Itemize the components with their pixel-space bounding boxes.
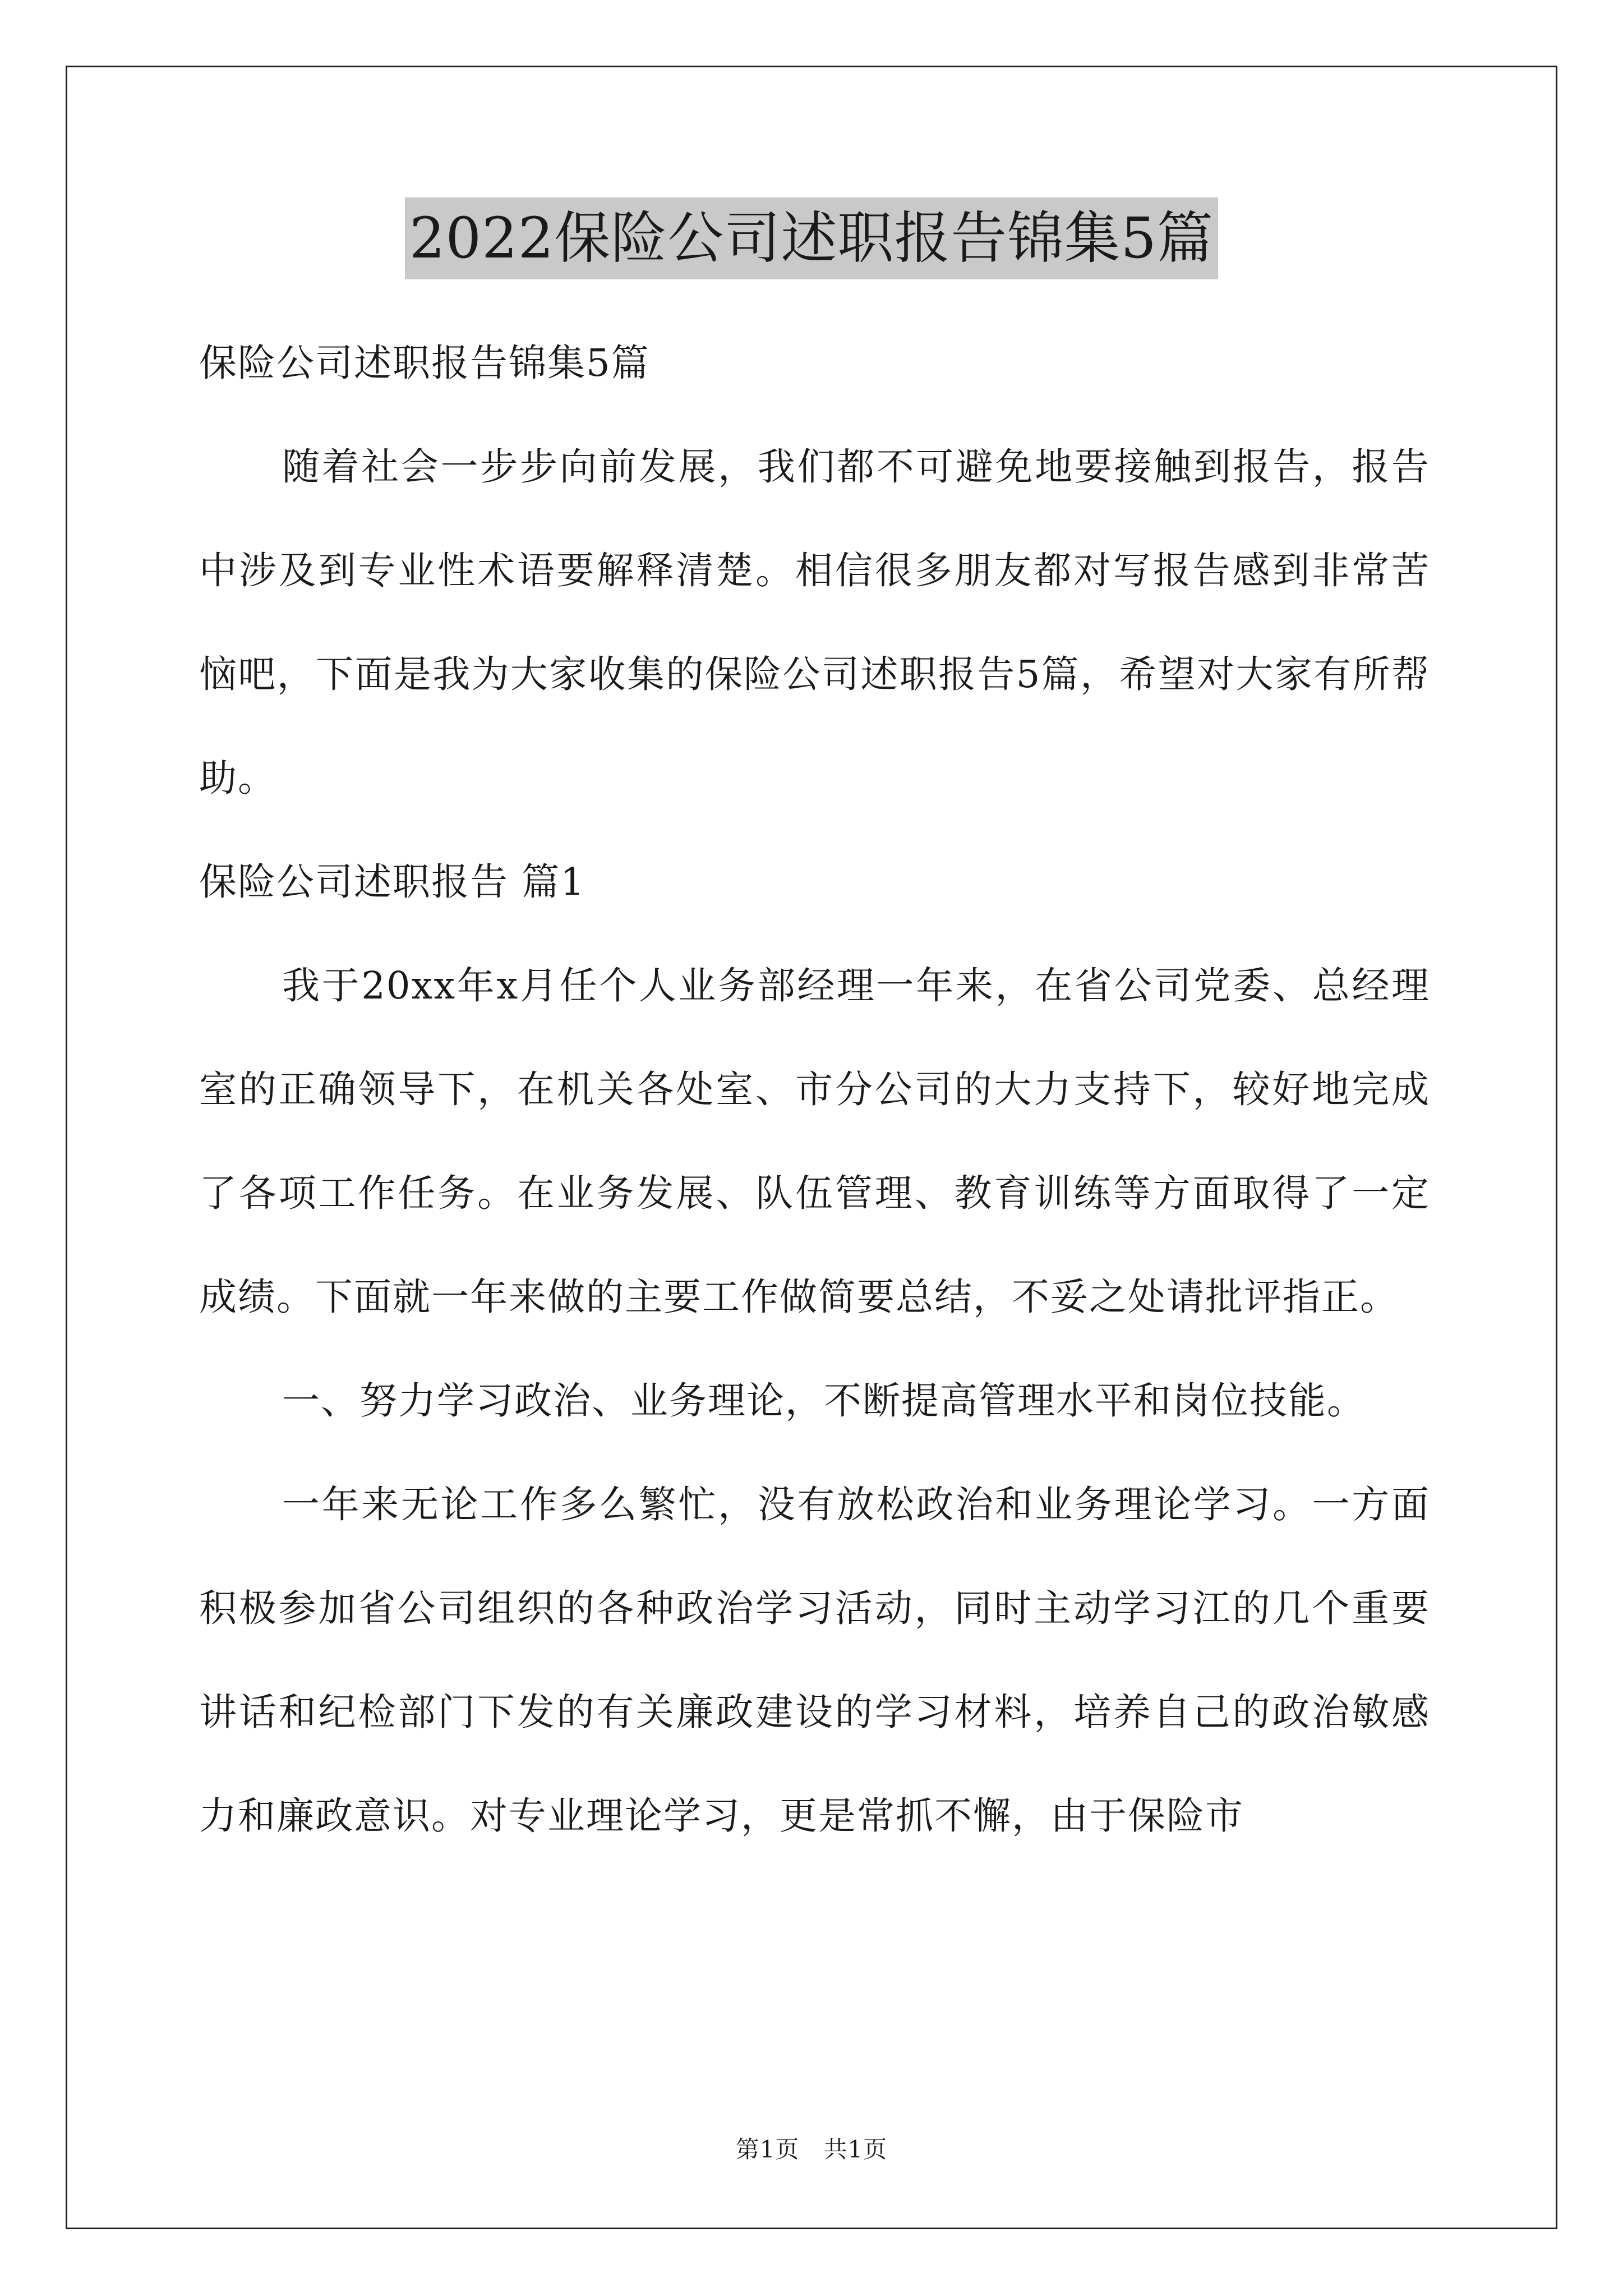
point-heading: 一、努力学习政治、业务理论，不断提高管理水平和岗位技能。 — [282, 1379, 1366, 1423]
subtitle-paragraph: 保险公司述职报告锦集5篇 — [199, 341, 650, 385]
page-footer: 第1页 共1页 — [735, 2136, 888, 2163]
section-heading: 保险公司述职报告 篇1 — [199, 860, 585, 904]
intro-paragraph: 随着社会一步步向前发展，我们都不可避免地要接触到报告，报告中涉及到专业性术语要解释清楚。相信很多朋友都对写报告感到非常苦恼吧，下面是我为大家收集的保险公司述职报告5篇，希望对大家有所帮助。 — [199, 445, 1430, 800]
title-container — [0, 197, 1623, 279]
body-paragraph: 一年来无论工作多么繁忙，没有放松政治和业务理论学习。一方面积极参加省公司组织的各种政治学习活动，同时主动学习江的几个重要讲话和纪检部门下发的有关廉政建设的学习材料，培养自己的政治敏感力和廉政意识。对专业理论学习，更是常抓不懈，由于保险市 — [199, 1483, 1430, 1838]
document-body — [199, 311, 1430, 1868]
document-title: 2022保险公司述职报告锦集5篇 — [405, 197, 1218, 279]
body-paragraph: 我于20xx年x月任个人业务部经理一年来，在省公司党委、总经理室的正确领导下，在机关各处室、市分公司的大力支持下，较好地完成了各项工作任务。在业务发展、队伍管理、教育训练等方面取得了一定成绩。下面就一年来做的主要工作做简要总结，不妥之处请批评指正。 — [199, 964, 1430, 1319]
